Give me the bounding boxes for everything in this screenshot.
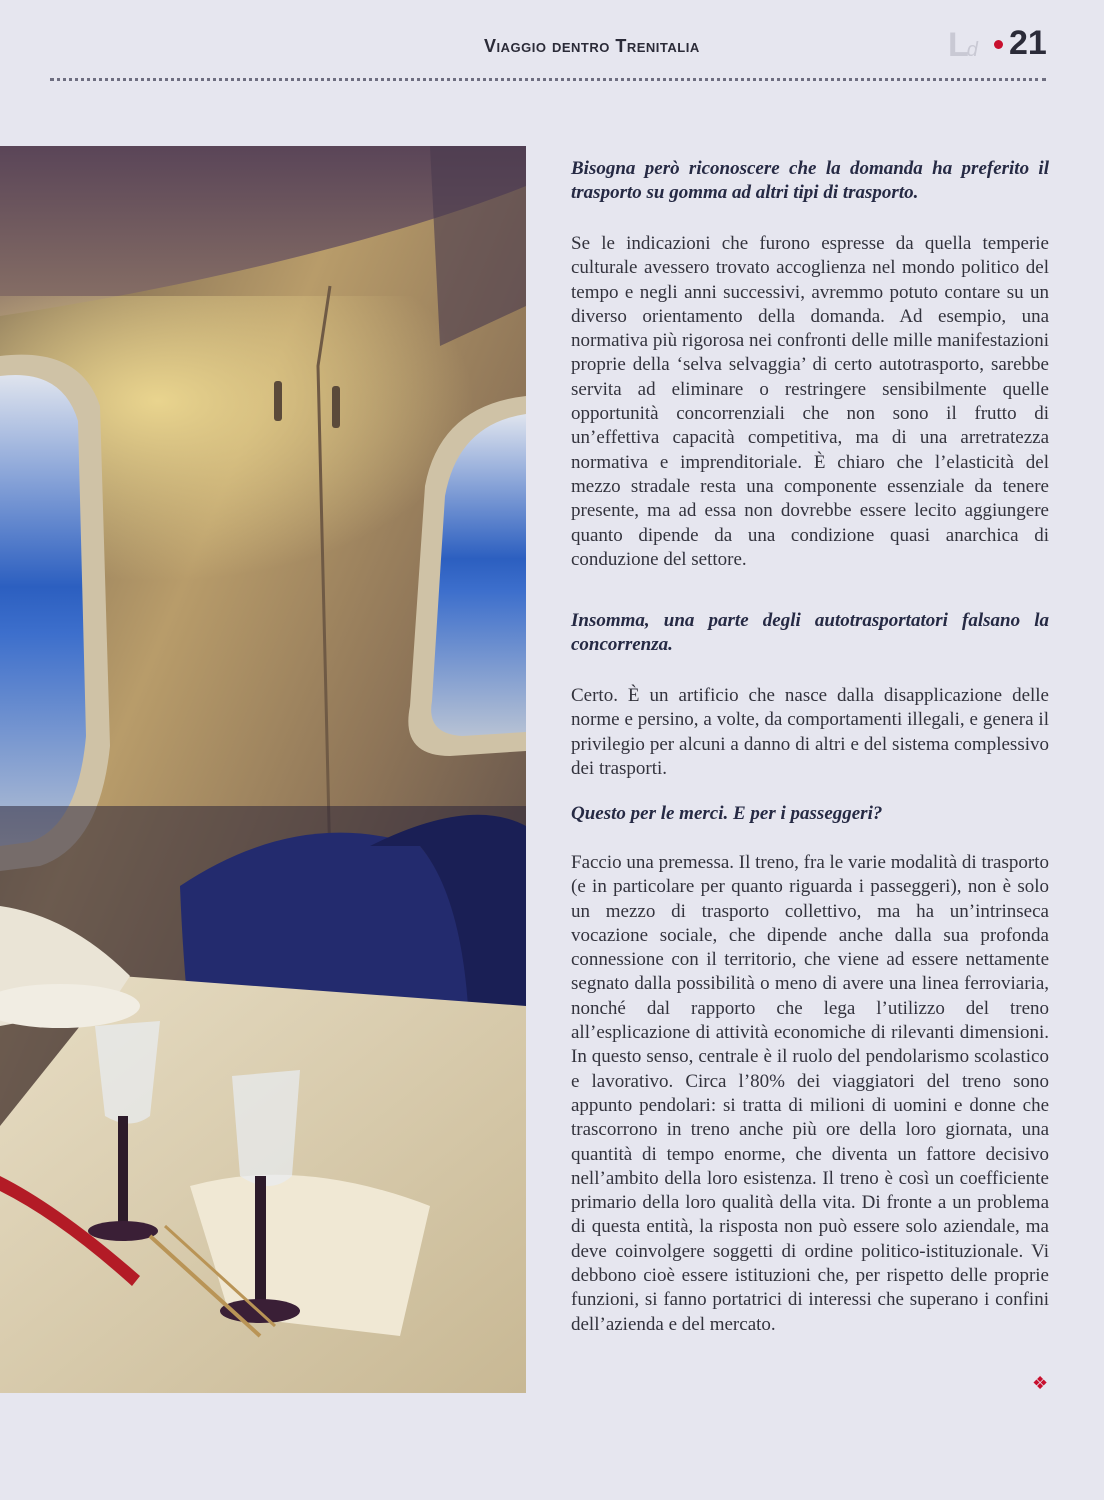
header-bullet-dot [994, 40, 1003, 49]
interview-question: Insomma, una parte degli autotrasportatori falsano la concorrenza. [571, 610, 1049, 656]
header-dotted-rule [50, 78, 1046, 81]
interview-answer: Certo. È un artificio che nasce dalla disapplicazione delle norme e persino, a volte, da comportamenti illegali, e genera il privilegio per alcuni a danno di altri e del sistema complessivo dei trasporti. [571, 685, 1049, 779]
dining-car-photo [0, 146, 526, 1393]
page-number: 21 [1009, 24, 1047, 62]
interview-answer: Faccio una premessa. Il treno, fra le varie modalità di trasporto (e in particolare per quanto riguarda i passeggeri), non è solo un mezzo di trasporto collettivo, ma ha un’intrinseca vocazione sociale, che dipende anche dalla sua profonda connessione con il territorio, che viene ad essere nettamente segnato dalla possibilità o meno di avere una linea ferroviaria, nonché dal rapporto che lega l’utilizzo del treno all’esplicazione di attività economiche di rilevanti dimensioni. In questo senso, centrale è il ruolo del pendolarismo scolastico e lavorativo. Circa l’80% dei viaggiatori del treno sono appunto pendolari: si tratta di milioni di uomini e donne che trascorrono in treno anche più ore della loro giornata, una quantità di tempo enorme, che diventa un fattore decisivo nell’ambito della loro esistenza. Il treno è così un coefficiente primario della loro qualità della vita. Di fronte a un problema di questa entità, la risposta non può essere solo aziendale, ma deve coinvolgere soggetti di ordine politico-istituzionale. Vi debbono cioè essere istituzioni che, per rispetto delle proprie funzioni, si fanno portatrici di interessi che superano i confini dell’azienda e del mercato. [571, 852, 1049, 1335]
logo-letter: L [948, 26, 967, 64]
magazine-logo [948, 26, 976, 65]
article-end-mark: ❖ [1032, 1373, 1049, 1393]
running-header-title: Viaggio dentro Trenitalia [484, 36, 700, 56]
interview-answer: Se le indicazioni che furono espresse da quella temperie culturale avessero trovato accoglienza nel mondo politico del tempo e negli anni successivi, avremmo potuto contare su un diverso orientamento della domanda. Ad esempio, una normativa più rigorosa nei confronti delle mille manifestazioni proprie della ‘selva selvaggia’ di certo autotrasporto, sarebbe servita ad eliminare o restringere sensibilmente quelle opportunità concorrenziali che non sono il frutto di un’effettiva capacità competitiva, ma di una arretratezza normativa e imprenditoriale. È chiaro che l’elasticità del mezzo stradale resta una componente essenziale da tenere presente, ma ad essa non dovrebbe essere lecito aggiungere quanto dipende da una condizione quasi anarchica di conduzione del settore. [571, 233, 1049, 570]
interview-question: Bisogna però riconoscere che la domanda ha preferito il trasporto su gomma ad altri tipi di trasporto. [571, 158, 1049, 204]
logo-letter-small: d [966, 39, 976, 61]
interview-question: Questo per le merci. E per i passeggeri? [571, 803, 883, 824]
